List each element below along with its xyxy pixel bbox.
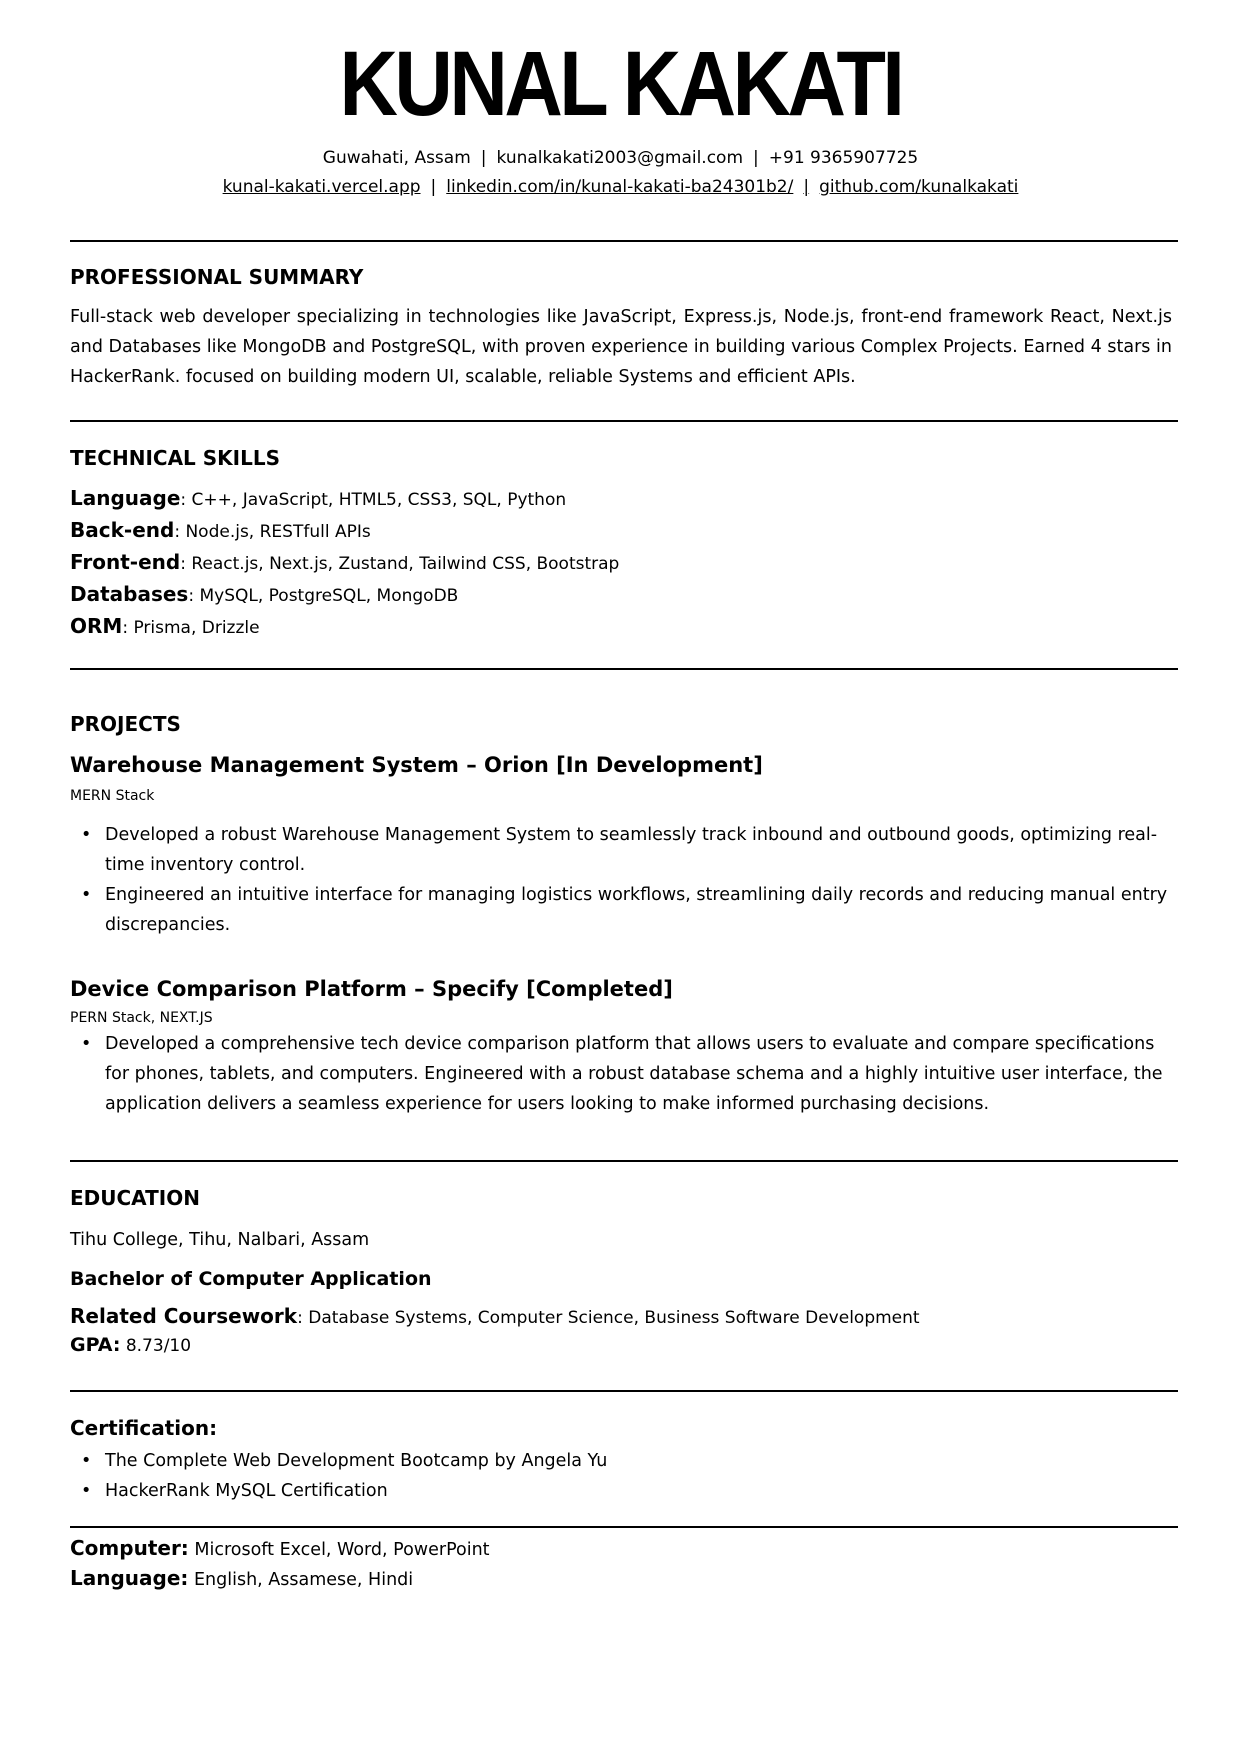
- computer-row: [70, 1536, 490, 1560]
- divider: [70, 240, 1178, 242]
- gpa-row: [70, 1334, 191, 1356]
- institution: Tihu College, Tihu, Nalbari, Assam: [70, 1230, 370, 1250]
- computer-value: Microsoft Excel, Word, PowerPoint: [188, 1540, 490, 1560]
- divider: [70, 420, 1178, 422]
- skill-label: Databases: [70, 582, 189, 606]
- skill-value: : C++, JavaScript, HTML5, CSS3, SQL, Python: [180, 490, 567, 510]
- separator: |: [480, 148, 487, 168]
- summary-title: PROFESSIONAL SUMMARY: [70, 265, 364, 289]
- skill-row: [70, 614, 260, 638]
- gpa-value: 8.73/10: [120, 1336, 192, 1356]
- skill-row: [70, 550, 619, 574]
- coursework-label: Related Coursework: [70, 1304, 298, 1328]
- skill-value: : Node.js, RESTfull APIs: [174, 522, 371, 542]
- computer-label: Computer:: [70, 1536, 189, 1560]
- skill-value: : MySQL, PostgreSQL, MongoDB: [188, 586, 459, 606]
- coursework-value: : Database Systems, Computer Science, Business Software Development: [297, 1308, 920, 1328]
- skill-row: [70, 582, 458, 606]
- projects-title: PROJECTS: [70, 712, 181, 736]
- github-link[interactable]: github.com/kunalkakati: [819, 177, 1019, 197]
- skill-label: Front-end: [70, 550, 181, 574]
- language-value: English, Assamese, Hindi: [188, 1570, 414, 1590]
- contact-line: [0, 148, 1241, 168]
- coursework-row: [70, 1304, 920, 1328]
- candidate-name: KUNAL KAKATI: [339, 33, 902, 135]
- gpa-label: GPA:: [70, 1334, 121, 1356]
- separator: |: [753, 148, 759, 168]
- list-item: • HackerRank MySQL Certification: [70, 1476, 1170, 1506]
- list-item: • Developed a comprehensive tech device comparison platform that allows users to evaluate and compare specifications for phones, tablets, and computers. Engineered with a robust database schema and a highly intuitive user interface, the application delivers a seamless experience for users looking to make informed purchasing decisions.: [70, 1029, 1170, 1119]
- summary-text: Full-stack web developer specializing in technologies like JavaScript, Express.js, Node.js, front-end framework React, Next.js and Databases like MongoDB and PostgreSQL, with proven experience in building various Complex Projects. Earned 4 stars in HackerRank. focused on building modern UI, scalable, reliable Systems and efficient APIs.: [70, 307, 1172, 387]
- linkedin-link[interactable]: linkedin.com/in/kunal-kakati-ba24301b2/: [446, 177, 794, 197]
- divider: [70, 1390, 1178, 1392]
- skills-title: TECHNICAL SKILLS: [70, 446, 280, 470]
- certification-title: Certification:: [70, 1416, 218, 1440]
- skill-row: [70, 518, 371, 542]
- skill-label: ORM: [70, 614, 123, 638]
- language-label: Language:: [70, 1566, 189, 1590]
- skill-label: Language: [70, 486, 181, 510]
- skill-label: Back-end: [70, 518, 175, 542]
- project-title: Warehouse Management System – Orion [In Development]: [70, 753, 763, 777]
- project-title: Device Comparison Platform – Specify [Completed]: [70, 977, 673, 1001]
- location: Guwahati, Assam: [322, 148, 471, 168]
- project-stack: PERN Stack, NEXT.JS: [70, 1010, 213, 1026]
- education-title: EDUCATION: [70, 1186, 200, 1210]
- list-item: • Engineered an intuitive interface for managing logistics workflows, streamlining daily records and reducing manual entry discrepancies.: [70, 880, 1170, 940]
- separator: |: [430, 177, 437, 197]
- list-item: • Developed a robust Warehouse Management System to seamlessly track inbound and outbound goods, optimizing real-time inventory control.: [70, 820, 1170, 880]
- website-link[interactable]: kunal-kakati.vercel.app: [222, 177, 421, 197]
- skill-value: : Prisma, Drizzle: [122, 618, 260, 638]
- skill-value: : React.js, Next.js, Zustand, Tailwind CSS, Bootstrap: [180, 554, 620, 574]
- list-item: • The Complete Web Development Bootcamp by Angela Yu: [70, 1446, 1170, 1476]
- project-stack: MERN Stack: [70, 788, 155, 804]
- divider: [70, 668, 1178, 670]
- degree: Bachelor of Computer Application: [70, 1268, 432, 1290]
- language-row: [70, 1566, 413, 1590]
- project-bullets: [70, 820, 1170, 940]
- project-bullets: [70, 1029, 1170, 1119]
- email: kunalkakati2003@gmail.com: [496, 148, 744, 168]
- phone: +91 9365907725: [768, 148, 919, 168]
- skill-row: [70, 486, 566, 510]
- certification-list: [70, 1446, 1170, 1506]
- divider: [70, 1160, 1178, 1162]
- separator: |: [803, 177, 810, 197]
- divider: [70, 1526, 1178, 1528]
- links-line: [0, 177, 1241, 197]
